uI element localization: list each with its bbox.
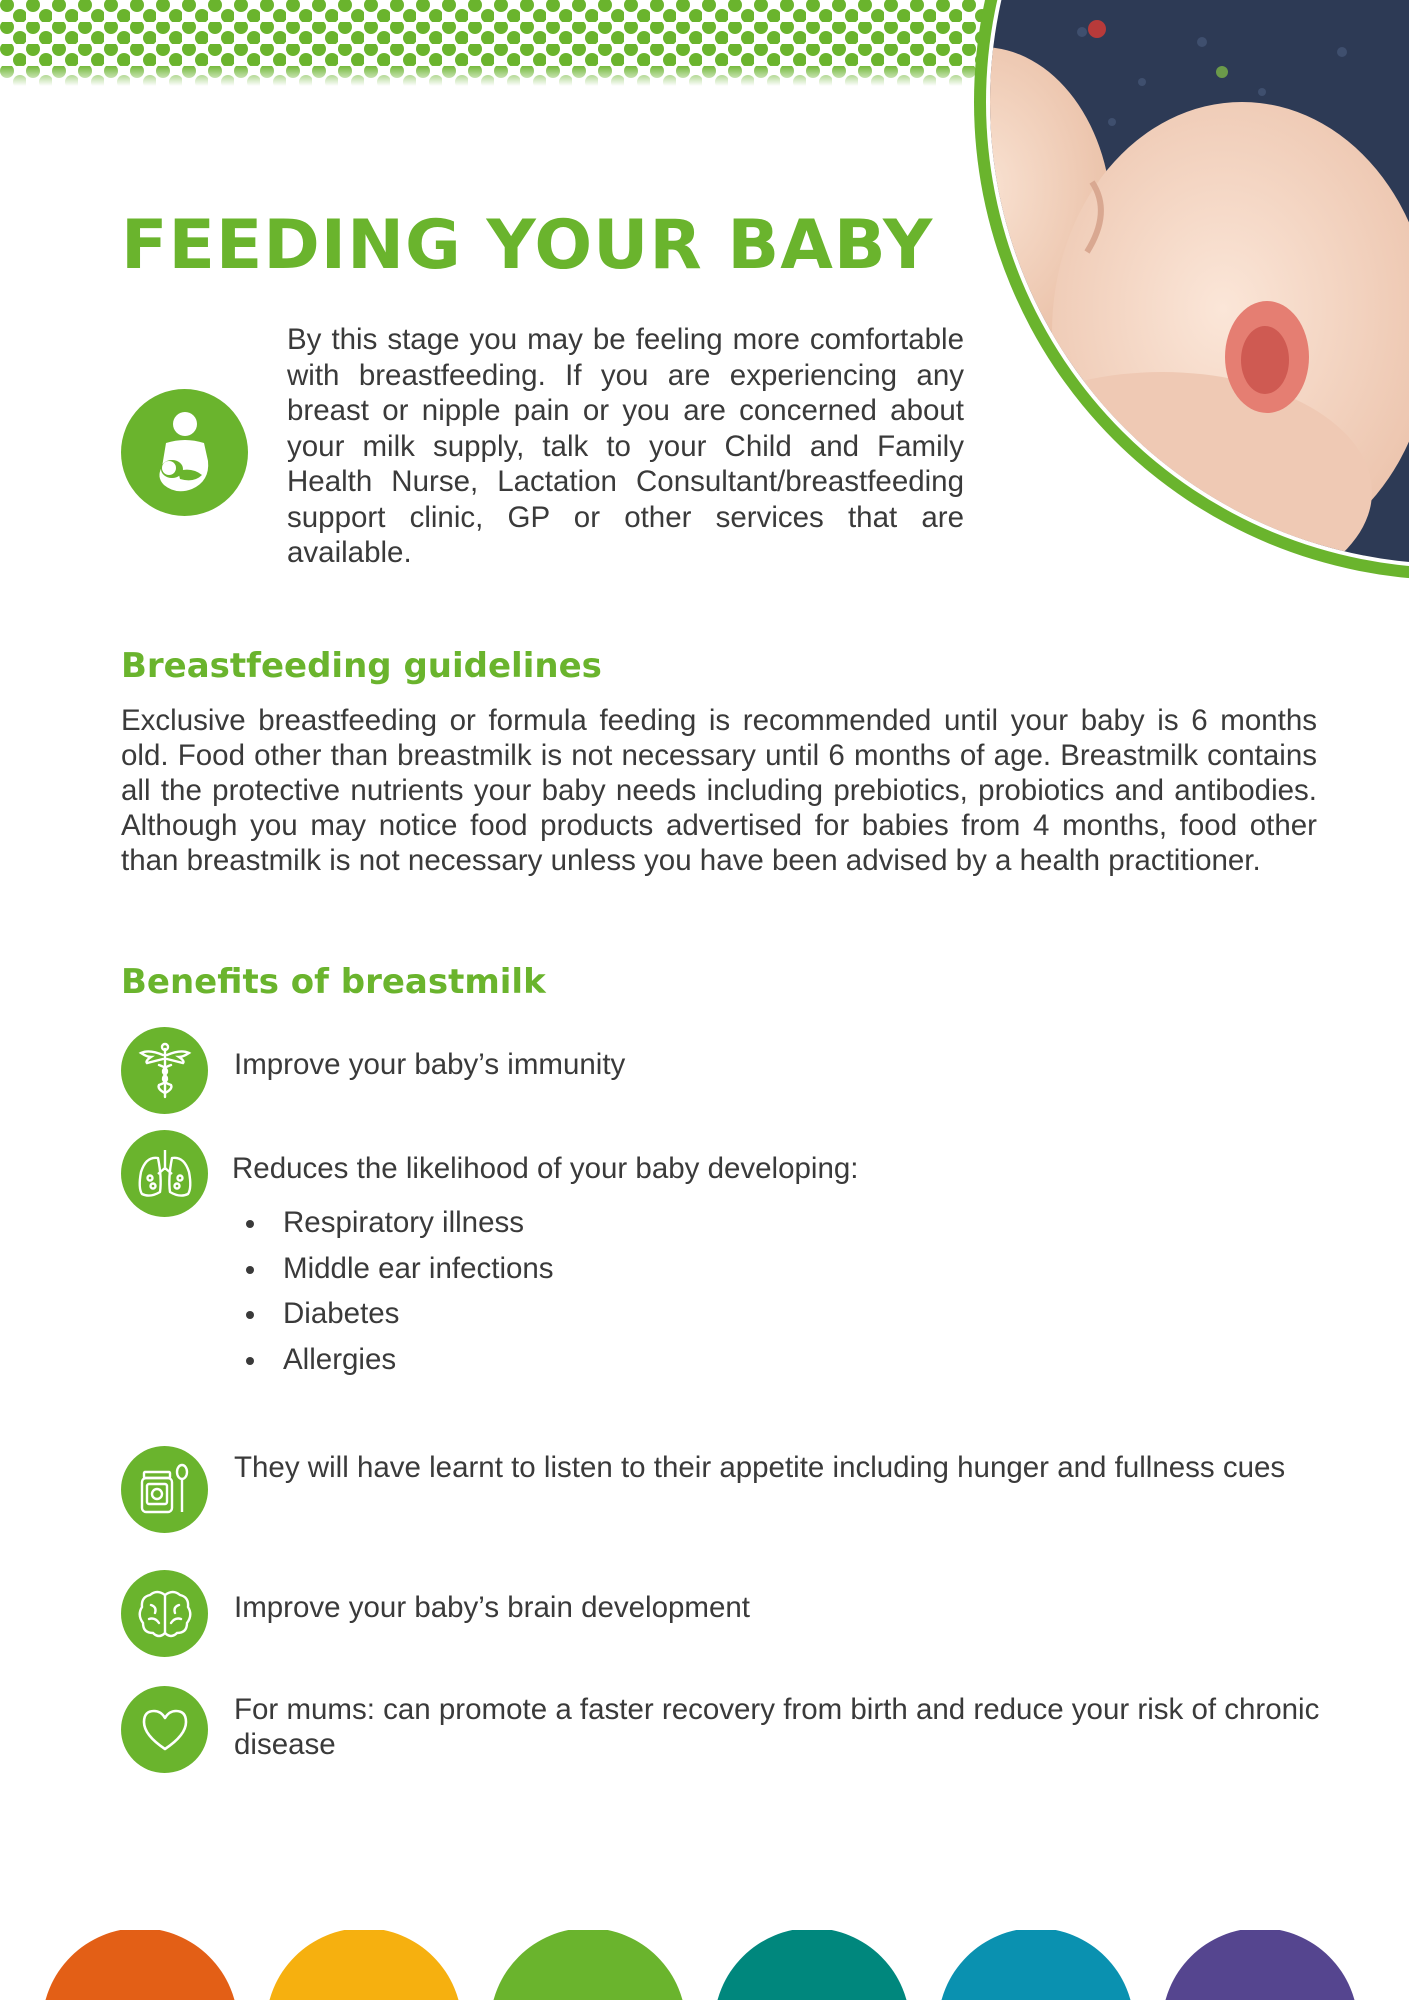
baby-food-jar-spoon-icon [121,1446,208,1533]
footer-circle-yellow [266,1930,462,2000]
heart-icon [121,1686,208,1773]
brain-icon [121,1570,208,1657]
benefit-mums-text: For mums: can promote a faster recovery from birth and reduce your risk of chronic disease [234,1693,1320,1761]
page-title: FEEDING YOUR BABY [121,206,934,285]
green-dot-pattern [0,0,1000,86]
lungs-icon [121,1130,208,1217]
list-item: Middle ear infections [242,1251,554,1297]
breastfeeding-baby-photo [962,0,1409,592]
guidelines-heading: Breastfeeding guidelines [121,646,602,686]
intro-paragraph: By this stage you may be feeling more comfortable with breastfeeding. If you are experiencing any breast or nipple pain or you are concerned about your milk supply, talk to your Child and Family Health Nurse, Lactation Consultant/breastfeeding support clinic, GP or other services that are available. [287,323,964,569]
footer-circle-green [490,1930,686,2000]
footer-circle-orange [42,1930,238,2000]
footer-circle-purple [1162,1930,1358,2000]
conditions-list [242,1205,554,1387]
list-item: Diabetes [242,1296,554,1342]
footer-color-circles [0,1930,1409,2000]
benefit-appetite-text: They will have learnt to listen to their appetite including hunger and fullness cues [234,1451,1286,1484]
guidelines-paragraph: Exclusive breastfeeding or formula feeding is recommended until your baby is 6 months old. Food other than breastmilk is not necessary until 6 months of age. Breastmilk contains all the protective nutrients your baby needs including prebiotics, probiotics and antibodies. Although you may notice food products advertised for babies from 4 months, food other than breastmilk is not necessary unless you have been advised by a health practitioner. [121,704,1317,877]
footer-circle-teal [714,1930,910,2000]
list-item: Respiratory illness [242,1205,554,1251]
caduceus-icon [121,1027,208,1114]
benefit-immunity-text: Improve your baby’s immunity [234,1048,626,1081]
footer-circle-cyan [938,1930,1134,2000]
benefit-reduces-text: Reduces the likelihood of your baby developing: [232,1152,859,1185]
list-item: Allergies [242,1342,554,1388]
benefit-brain-text: Improve your baby’s brain development [234,1591,750,1624]
breastfeeding-mother-icon [121,389,248,516]
benefits-heading: Benefits of breastmilk [121,962,546,1002]
